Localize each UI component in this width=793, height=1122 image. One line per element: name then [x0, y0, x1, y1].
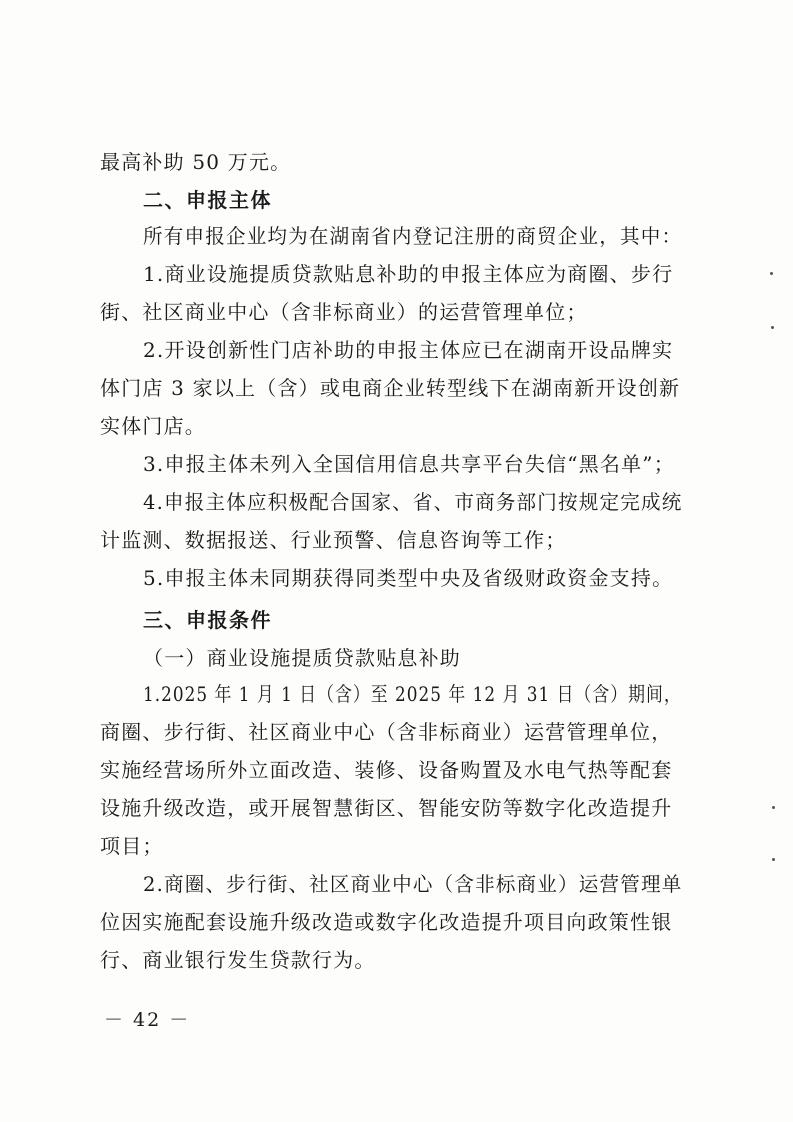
- scan-speck: [772, 858, 775, 861]
- text-line-1: 最高补助 50 万元。: [100, 150, 292, 174]
- text-line-8: 实体门店。: [100, 414, 206, 438]
- text-line-21: 位因实施配套设施升级改造或数字化改造提升项目向政策性银: [100, 910, 673, 934]
- text-line-20: 2.商圈、步行街、社区商业中心（含非标商业）运营管理单: [143, 872, 683, 896]
- text-line-17: 实施经营场所外立面改造、装修、设备购置及水电气热等配套: [100, 758, 673, 782]
- scan-speck: [770, 272, 773, 275]
- text-line-3: 所有申报企业均为在湖南省内登记注册的商贸企业，其中：: [143, 224, 683, 248]
- text-line-7: 体门店 3 家以上（含）或电商企业转型线下在湖南新开设创新: [100, 376, 681, 400]
- scan-speck: [772, 806, 775, 809]
- text-line-4: 1.商业设施提质贷款贴息补助的申报主体应为商圈、步行: [143, 262, 674, 286]
- text-line-11: 计监测、数据报送、行业预警、信息咨询等工作；: [100, 528, 567, 552]
- text-line-15: 1.2025 年 1 月 1 日（含）至 2025 年 12 月 31 日（含）期间，: [143, 682, 682, 706]
- text-line-22: 行、商业银行发生贷款行为。: [100, 948, 376, 972]
- scan-speck: [771, 326, 774, 329]
- section-heading-2: 二、申报主体: [143, 188, 272, 212]
- text-line-10: 4.申报主体应积极配合国家、省、市商务部门按规定完成统: [143, 490, 683, 514]
- subsection-heading-1: （一）商业设施提质贷款贴息补助: [143, 646, 461, 670]
- text-line-16: 商圈、步行街、社区商业中心（含非标商业）运营管理单位，: [100, 720, 673, 744]
- text-line-9: 3.申报主体未列入全国信用信息共享平台失信“黑名单”；: [143, 452, 675, 476]
- section-heading-3: 三、申报条件: [143, 608, 272, 632]
- page-number: － 42 －: [104, 1009, 191, 1031]
- text-line-6: 2.开设创新性门店补助的申报主体应已在湖南开设品牌实: [143, 338, 674, 362]
- text-line-12: 5.申报主体未同期获得同类型中央及省级财政资金支持。: [143, 566, 674, 590]
- text-line-19: 项目；: [100, 834, 164, 858]
- text-line-18: 设施升级改造，或开展智慧街区、智能安防等数字化改造提升: [100, 796, 673, 820]
- text-line-5: 街、社区商业中心（含非标商业）的运营管理单位；: [100, 300, 588, 324]
